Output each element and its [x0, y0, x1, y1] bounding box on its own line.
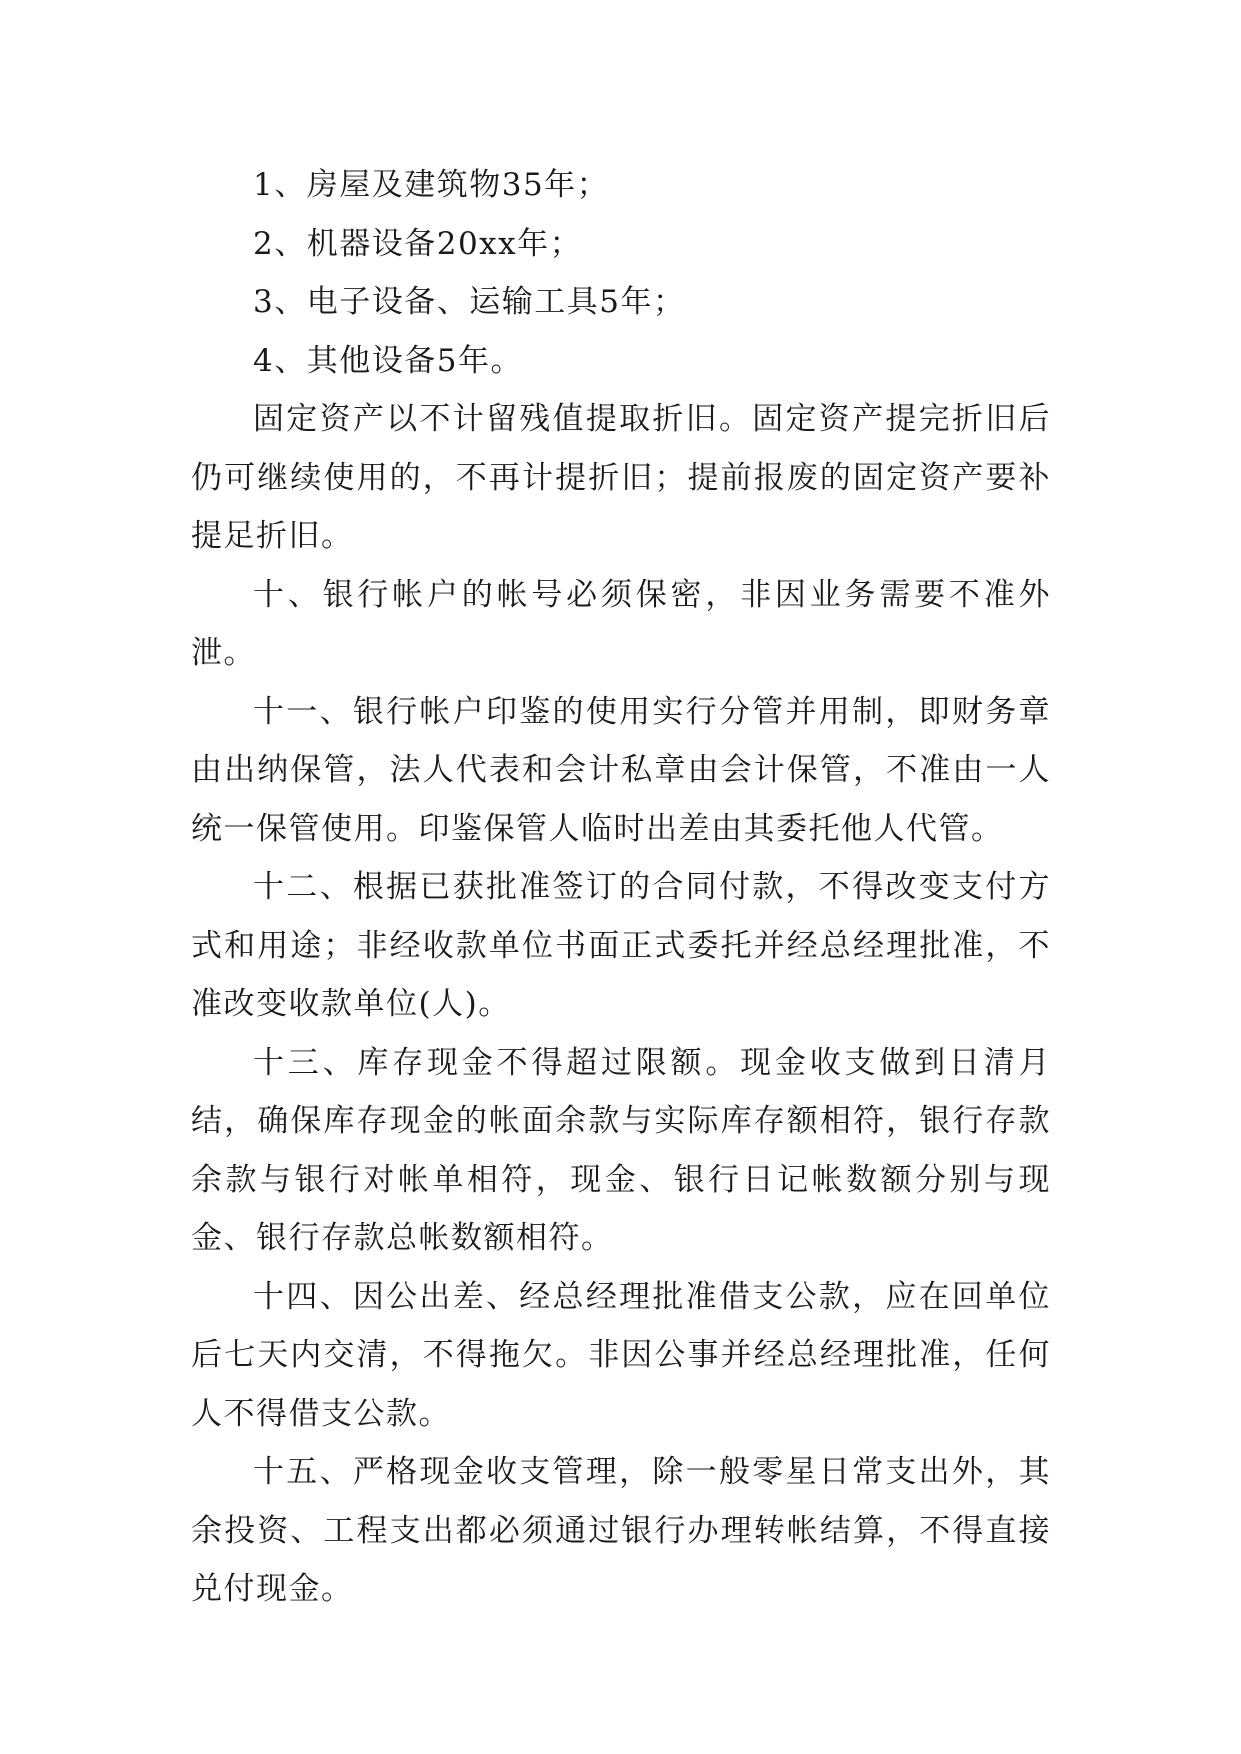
list-item-depreciation-machinery: 2、机器设备20xx年；	[253, 225, 583, 262]
paragraph-clause-11: 十一、银行帐户印鉴的使用实行分管并用制，即财务章由出纳保管，法人代表和会计私章由会计保管，不准由一人统一保管使用。印鉴保管人临时出差由其委托他人代管。	[191, 693, 1051, 847]
paragraph-clause-12: 十二、根据已获批准签订的合同付款，不得改变支付方式和用途；非经收款单位书面正式委托并经总经理批准，不准改变收款单位(人)。	[191, 869, 1051, 1022]
paragraph-fixed-assets: 固定资产以不计留残值提取折旧。固定资产提完折旧后仍可继续使用的，不再计提折旧；提前报废的固定资产要补提足折旧。	[191, 401, 1051, 554]
list-item-depreciation-other: 4、其他设备5年。	[253, 342, 523, 379]
paragraph-clause-15: 十五、严格现金收支管理，除一般零星日常支出外，其余投资、工程支出都必须通过银行办理转帐结算，不得直接兑付现金。	[191, 1454, 1051, 1607]
paragraph-clause-13: 十三、库存现金不得超过限额。现金收支做到日清月结，确保库存现金的帐面余款与实际库存额相符，银行存款余款与银行对帐单相符，现金、银行日记帐数额分别与现金、银行存款总帐数额相符。	[191, 1044, 1051, 1256]
list-item-depreciation-buildings: 1、房屋及建筑物35年；	[253, 167, 610, 203]
paragraph-clause-10: 十、银行帐户的帐号必须保密，非因业务需要不准外泄。	[191, 576, 1051, 671]
paragraph-clause-14: 十四、因公出差、经总经理批准借支公款，应在回单位后七天内交清，不得拖欠。非因公事并经总经理批准，任何人不得借支公款。	[191, 1278, 1051, 1432]
list-item-depreciation-electronics: 3、电子设备、运输工具5年；	[253, 284, 686, 320]
document-body	[191, 156, 1051, 1619]
